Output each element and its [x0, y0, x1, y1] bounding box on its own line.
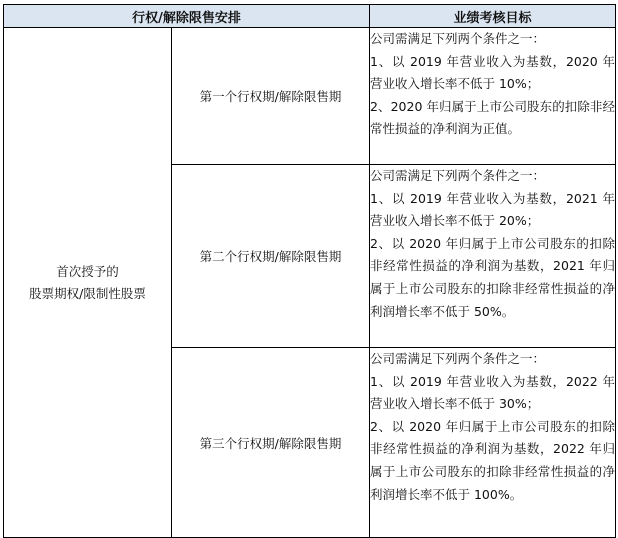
- performance-table: [3, 4, 616, 538]
- grant-type-line-1: 首次授予的: [56, 263, 119, 279]
- target-cell: [370, 348, 616, 538]
- table-header-row: [4, 5, 616, 28]
- table-row: [4, 28, 616, 165]
- target-line: 公司需满足下列两个条件之一：: [370, 351, 546, 366]
- period-cell: 第一个行权期/解除限售期: [172, 28, 370, 165]
- target-line: 2、以 2020 年归属于上市公司股东的扣除非经常性损益的净利润为基数，2021 年归属于上市公司股东的扣除非经常性损益的净利润增长率不低于 50%。: [370, 235, 615, 319]
- target-line: 1、以 2019 年营业收入为基数，2022 年营业收入增长率不低于 30%；: [370, 373, 615, 412]
- target-line: 2、以 2020 年归属于上市公司股东的扣除非经常性损益的净利润为基数，2022 年归属于上市公司股东的扣除非经常性损益的净利润增长率不低于 100%。: [370, 418, 615, 502]
- header-target: 业绩考核目标: [370, 5, 616, 28]
- header-arrangement: 行权/解除限售安排: [4, 5, 370, 28]
- target-cell: [370, 28, 616, 165]
- target-line: 1、以 2019 年营业收入为基数，2021 年营业收入增长率不低于 20%；: [370, 190, 615, 229]
- grant-type-line-2: 股票期权/限制性股票: [29, 285, 146, 301]
- target-line: 1、以 2019 年营业收入为基数，2020 年营业收入增长率不低于 10%；: [370, 53, 615, 92]
- period-cell: 第三个行权期/解除限售期: [172, 348, 370, 538]
- target-cell: [370, 165, 616, 348]
- period-cell: 第二个行权期/解除限售期: [172, 165, 370, 348]
- grant-type-cell: [4, 28, 172, 538]
- target-line: 公司需满足下列两个条件之一：: [370, 168, 546, 183]
- target-line: 公司需满足下列两个条件之一：: [370, 31, 546, 46]
- target-line: 2、2020 年归属于上市公司股东的扣除非经常性损益的净利润为正值。: [370, 98, 615, 137]
